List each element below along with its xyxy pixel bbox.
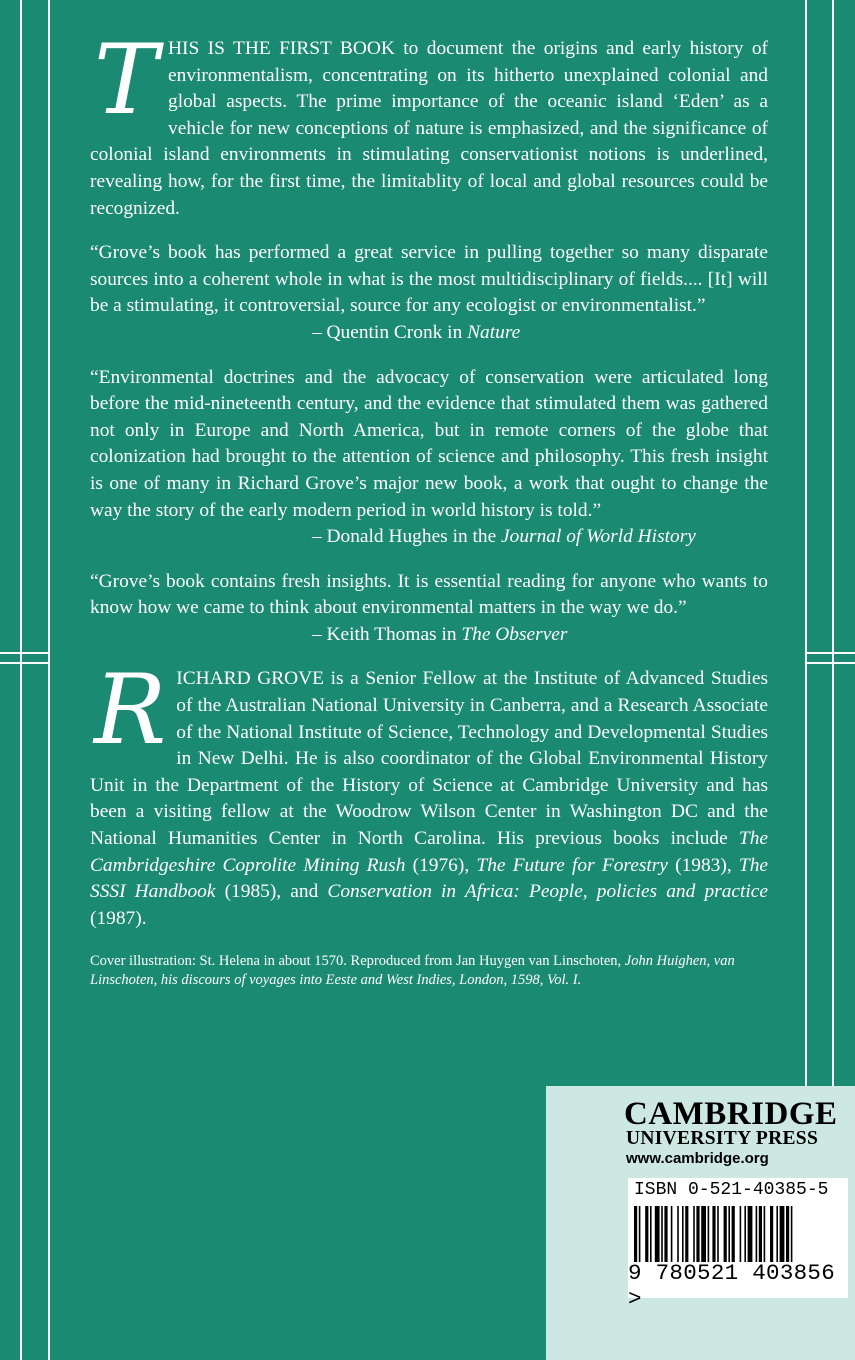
back-cover-text [90,24,768,990]
frame-left-inner [48,0,50,1360]
frame-left-outer [20,0,22,1360]
barcode-bar [759,1206,762,1262]
review-author-1: – Quentin Cronk in [312,321,468,343]
caption-italic: John Huighen, van Linschoten, his discours of voyages into Eeste and West Indies, London, 1598, Vol. I. [90,953,735,989]
barcode-bar [682,1206,684,1262]
bio-book-1: The Cambridgeshire Coprolite Mining Rush [90,828,768,876]
review-source-2: Journal of World History [501,526,696,548]
barcode-bar [740,1206,742,1262]
bio-text: is a Senior Fellow at the Institute of Advanced Studies of the Australian National University in Canberra, and a Research Associate of the National Institute of Science, Technology and Developmental Studies in New Delhi. He is also coordinator of the Global Environmental History Unit in the Department of the History of Science at Cambridge University and has been a visiting fellow at the Woodrow Wilson Center in Washington DC and the National Humanities Center in North Carolina. His previous books include [90,668,768,850]
bio-dropcap: R [94,654,167,767]
bio-lead-caps: ICHARD GROVE [176,668,324,690]
bio-year-2: (1983), [667,854,739,876]
barcode-bar [639,1206,641,1262]
barcode-bar [693,1206,695,1262]
barcode-bar [756,1206,758,1262]
publisher-url[interactable]: www.cambridge.org [626,1150,769,1167]
frame-left-tick-bottom [0,662,50,664]
barcode-bar [634,1206,637,1262]
frame-left-tick-top [0,652,50,654]
review-source-1: Nature [467,321,521,343]
publisher-panel [546,1086,855,1360]
ean-digits: 9 780521 403856 > [628,1260,836,1312]
review-attribution-3 [90,622,768,649]
barcode-bar [791,1206,793,1262]
barcode-bar [780,1206,785,1262]
blurb-paragraph [90,24,768,222]
publisher-subname: UNIVERSITY PRESS [626,1128,819,1149]
caption-text: Cover illustration: St. Helena in about 1570. Reproduced from Jan Huygen van Linschoten, [90,953,625,970]
review-author-3: – Keith Thomas in [312,623,462,645]
barcode-bar [655,1206,660,1262]
barcode-bar [696,1206,699,1262]
review-attribution-2 [90,524,768,551]
review-source-3: The Observer [461,623,568,645]
barcode-bar [685,1206,688,1262]
review-quote-2: “Environmental doctrines and the advocacy of conservation were articulated long before the mid-nineteenth century, and the evidence that stimulated them was gathered not only in Europe and North America, but in remote corners of the globe that colonization had brought to the attention of science and philosophy. This fresh insight is one of many in Richard Grove’s major new book, a work that ought to change the way the story of the early modern period in world history is told.” [90,366,768,521]
frame-right-tick-top [805,652,855,654]
bio-book-2: The Future for Forestry [476,854,668,876]
bio-year-3: (1985), and [215,881,328,903]
spacer [90,551,768,569]
barcode-bar [770,1206,773,1262]
review-attribution-1 [90,320,768,347]
barcode-bar [671,1206,673,1262]
bio-year-1: (1976), [405,854,477,876]
publisher-name: CAMBRIDGE [624,1096,838,1132]
barcode-bar [717,1206,719,1262]
frame-right-outer [832,0,834,1086]
barcode-bar [712,1206,715,1262]
barcode-bar [786,1206,789,1262]
barcode-bar [776,1206,778,1262]
bio-book-4: Conservation in Africa: People, policies and practice [327,881,768,903]
barcode-bar [748,1206,753,1262]
review-quote-1: “Grove’s book has performed a great service in pulling together so many disparate sources into a coherent whole in what is the most multidisciplinary of fields.... [It] will be a stimulating, it controversial, source for any ecologist or environmentalist.” [90,242,768,317]
barcode-bar [728,1206,730,1262]
barcode-bar [664,1206,667,1262]
spacer [90,648,768,666]
bio-year-4: (1987). [90,907,147,929]
spacer [90,347,768,365]
barcode-box [628,1178,848,1312]
review-quote-3: “Grove’s book contains fresh insights. It is essential reading for anyone who wants to know how we came to think about environmental matters in the way we do.” [90,570,768,619]
frame-right-inner [805,0,807,1086]
barcode-bar [708,1206,710,1262]
barcode-bar [677,1206,679,1262]
barcode-bar [732,1206,735,1262]
barcode-icon [634,1206,842,1262]
author-bio-paragraph [90,654,768,932]
frame-right-tick-bottom [805,662,855,664]
barcode-bar [764,1206,766,1262]
barcode-bar [650,1206,652,1262]
blurb-text: to document the origins and early history of environmentalism, concentrating on its hitherto unexplained colonial and global aspects. The prime importance of the oceanic island ‘Eden’ as a vehicle for new conceptions of nature is emphasized, and the significance of colonial island environments in stimulating conservationist notions is underlined, revealing how, for the first time, the limitablity of local and global resources could be recognized. [90,38,768,219]
review-author-2: – Donald Hughes in the [312,526,502,548]
blurb-lead-caps: HIS IS THE FIRST BOOK [168,38,395,59]
barcode-bar [744,1206,746,1262]
barcode-bar [645,1206,648,1262]
isbn-label: ISBN 0-521-40385-5 [634,1180,829,1200]
blurb-dropcap: T [94,24,159,136]
cover-illustration-caption [90,952,768,990]
barcode-bar [701,1206,706,1262]
bio-book-3: The SSSI Handbook [90,854,768,903]
spacer [90,222,768,240]
barcode-bar [724,1206,727,1262]
barcode-bar [661,1206,663,1262]
